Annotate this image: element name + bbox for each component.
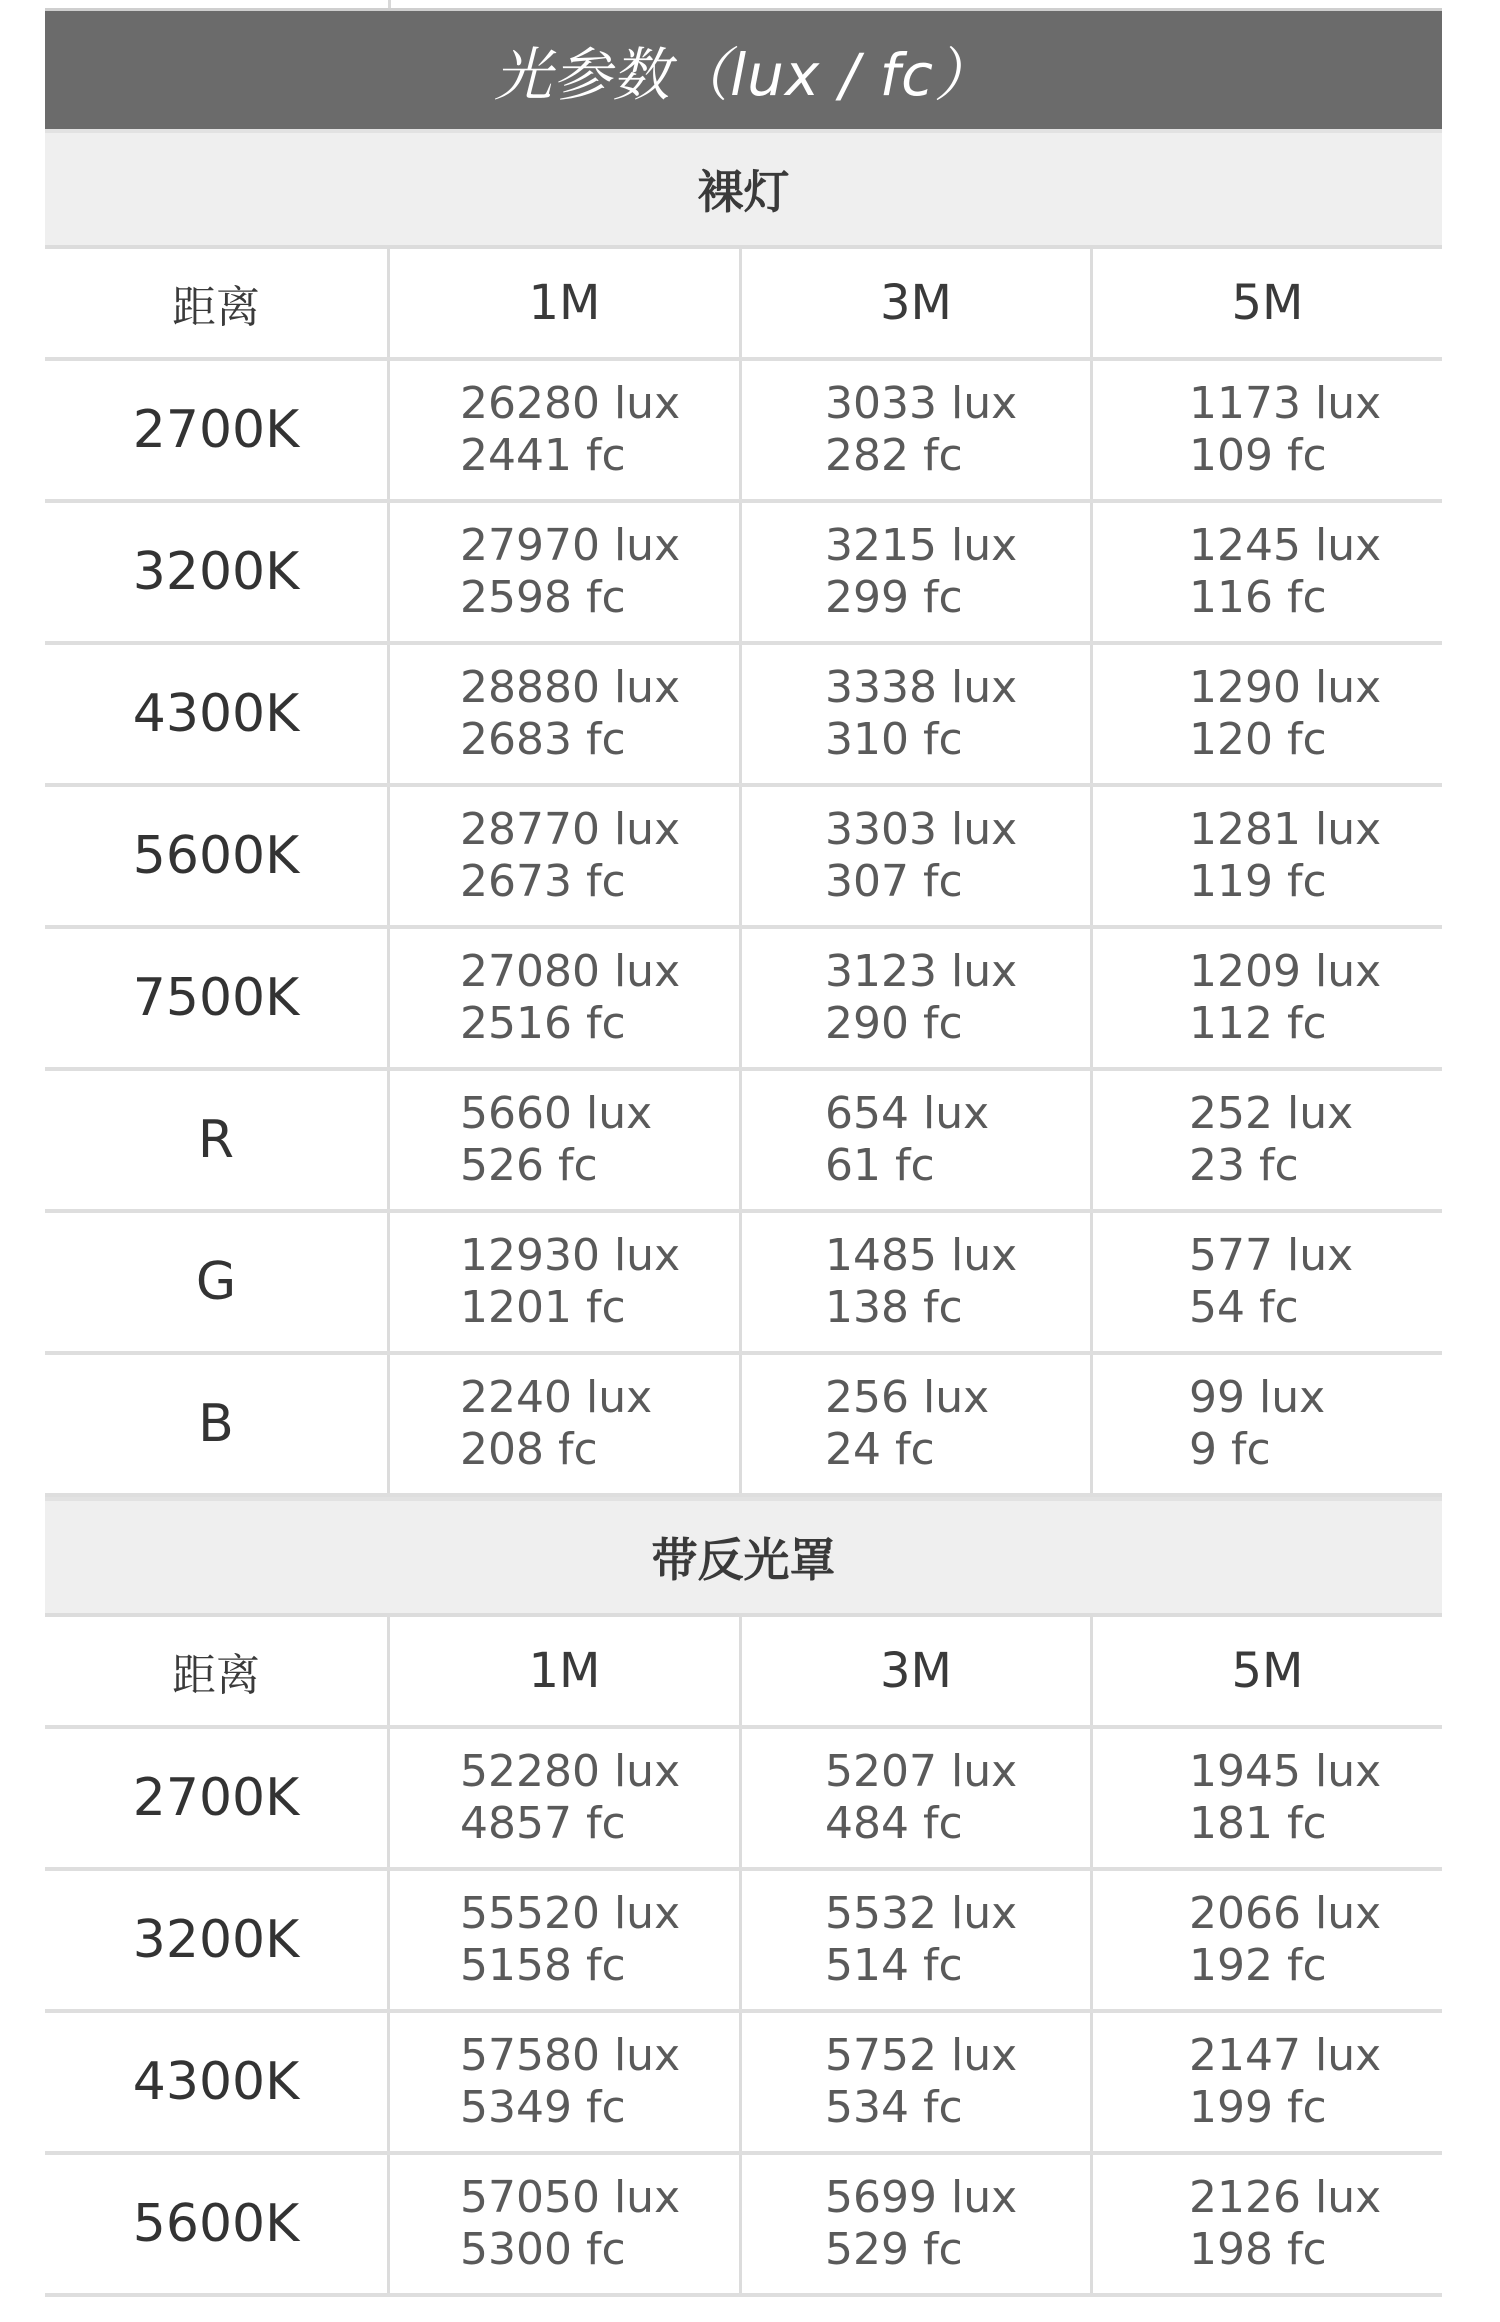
row-label: 3200K [45, 503, 390, 641]
lux-value: 2066 lux [1189, 1888, 1382, 1939]
lux-value: 27080 lux [460, 946, 681, 997]
value-cell [390, 929, 742, 1067]
distance-column-header: 3M [742, 249, 1093, 357]
value-cell [1093, 503, 1442, 641]
value-cell [390, 787, 742, 925]
lux-value: 3123 lux [825, 946, 1018, 997]
value-cell [742, 1213, 1093, 1351]
fc-value: 54 fc [1189, 1282, 1299, 1333]
value-cell [1093, 1871, 1442, 2009]
table-row [45, 1871, 1442, 2013]
lux-value: 3338 lux [825, 662, 1018, 713]
value-cell [390, 1871, 742, 2009]
lux-value: 577 lux [1189, 1230, 1354, 1281]
row-label: 5600K [45, 787, 390, 925]
fc-value: 9 fc [1189, 1424, 1271, 1475]
lux-value: 52280 lux [460, 1746, 681, 1797]
column-header-row [45, 1617, 1442, 1729]
lux-value: 1290 lux [1189, 662, 1382, 713]
value-cell [1093, 645, 1442, 783]
lux-value: 2126 lux [1189, 2172, 1382, 2223]
distance-column-header: 1M [390, 1617, 742, 1725]
value-cell [742, 2013, 1093, 2151]
lux-value: 5207 lux [825, 1746, 1018, 1797]
fc-value: 198 fc [1189, 2224, 1327, 2275]
fc-value: 181 fc [1189, 1798, 1327, 1849]
lux-value: 5752 lux [825, 2030, 1018, 2081]
value-cell [742, 1729, 1093, 1867]
row-label: R [45, 1071, 390, 1209]
distance-column-header: 3M [742, 1617, 1093, 1725]
table-row [45, 503, 1442, 645]
row-label: 2700K [45, 1729, 390, 1867]
fc-value: 529 fc [825, 2224, 963, 2275]
lux-value: 12930 lux [460, 1230, 681, 1281]
value-cell [1093, 1355, 1442, 1493]
lux-value: 2240 lux [460, 1372, 653, 1423]
fc-value: 290 fc [825, 998, 963, 1049]
row-label: 5600K [45, 2155, 390, 2293]
lux-value: 57050 lux [460, 2172, 681, 2223]
row-label: G [45, 1213, 390, 1351]
value-cell [1093, 361, 1442, 499]
value-cell [1093, 1213, 1442, 1351]
fc-value: 192 fc [1189, 1940, 1327, 1991]
row-label: B [45, 1355, 390, 1493]
lux-value: 1945 lux [1189, 1746, 1382, 1797]
fc-value: 112 fc [1189, 998, 1327, 1049]
fc-value: 4857 fc [460, 1798, 626, 1849]
lux-value: 252 lux [1189, 1088, 1354, 1139]
row-label: 2700K [45, 361, 390, 499]
fc-value: 514 fc [825, 1940, 963, 1991]
value-cell [742, 929, 1093, 1067]
lux-value: 1485 lux [825, 1230, 1018, 1281]
value-cell [1093, 1729, 1442, 1867]
fc-value: 282 fc [825, 430, 963, 481]
value-cell [742, 787, 1093, 925]
table-row [45, 1213, 1442, 1355]
value-cell [742, 1871, 1093, 2009]
value-cell [390, 503, 742, 641]
table-row [45, 1355, 1442, 1497]
table-row [45, 1729, 1442, 1871]
lux-value: 3303 lux [825, 804, 1018, 855]
fc-value: 23 fc [1189, 1140, 1299, 1191]
value-cell [742, 1071, 1093, 1209]
fc-value: 109 fc [1189, 430, 1327, 481]
section-header: 带反光罩 [45, 1497, 1442, 1617]
table-title: 光参数（lux / fc） [45, 8, 1442, 129]
table-top-edge [45, 0, 1442, 8]
lux-value: 27970 lux [460, 520, 681, 571]
lux-value: 654 lux [825, 1088, 990, 1139]
fc-value: 5158 fc [460, 1940, 626, 1991]
fc-value: 2516 fc [460, 998, 626, 1049]
fc-value: 1201 fc [460, 1282, 626, 1333]
fc-value: 199 fc [1189, 2082, 1327, 2133]
lux-value: 1281 lux [1189, 804, 1382, 855]
lux-value: 28880 lux [460, 662, 681, 713]
value-cell [1093, 1071, 1442, 1209]
table-row [45, 2155, 1442, 2297]
fc-value: 534 fc [825, 2082, 963, 2133]
fc-value: 2598 fc [460, 572, 626, 623]
table-row [45, 361, 1442, 503]
value-cell [390, 361, 742, 499]
lux-value: 1245 lux [1189, 520, 1382, 571]
fc-value: 61 fc [825, 1140, 935, 1191]
lux-value: 99 lux [1189, 1372, 1326, 1423]
value-cell [1093, 929, 1442, 1067]
value-cell [742, 645, 1093, 783]
fc-value: 310 fc [825, 714, 963, 765]
distance-header: 距离 [45, 249, 390, 357]
table-row [45, 787, 1442, 929]
distance-column-header: 5M [1231, 275, 1304, 331]
fc-value: 299 fc [825, 572, 963, 623]
distance-header: 距离 [45, 1617, 390, 1725]
lux-value: 55520 lux [460, 1888, 681, 1939]
fc-value: 5300 fc [460, 2224, 626, 2275]
row-label: 4300K [45, 2013, 390, 2151]
table-row [45, 929, 1442, 1071]
fc-value: 120 fc [1189, 714, 1327, 765]
fc-value: 119 fc [1189, 856, 1327, 907]
value-cell [390, 1355, 742, 1493]
fc-value: 24 fc [825, 1424, 935, 1475]
lux-value: 5660 lux [460, 1088, 653, 1139]
value-cell [390, 645, 742, 783]
lux-value: 28770 lux [460, 804, 681, 855]
value-cell [390, 1213, 742, 1351]
lux-value: 5699 lux [825, 2172, 1018, 2223]
section-header: 裸灯 [45, 129, 1442, 249]
value-cell [742, 503, 1093, 641]
fc-value: 2683 fc [460, 714, 626, 765]
value-cell [1093, 787, 1442, 925]
fc-value: 138 fc [825, 1282, 963, 1333]
lux-value: 26280 lux [460, 378, 681, 429]
fc-value: 116 fc [1189, 572, 1327, 623]
fc-value: 208 fc [460, 1424, 598, 1475]
value-cell [742, 2155, 1093, 2293]
fc-value: 526 fc [460, 1140, 598, 1191]
distance-column-header: 5M [1231, 1643, 1304, 1699]
row-label: 3200K [45, 1871, 390, 2009]
fc-value: 307 fc [825, 856, 963, 907]
distance-column-header: 1M [390, 249, 742, 357]
value-cell [390, 1071, 742, 1209]
row-label: 4300K [45, 645, 390, 783]
table-body [45, 129, 1442, 2297]
lux-value: 2147 lux [1189, 2030, 1382, 2081]
table-row [45, 2013, 1442, 2155]
lux-value: 57580 lux [460, 2030, 681, 2081]
table-row [45, 1071, 1442, 1213]
value-cell [742, 1355, 1093, 1493]
fc-value: 2673 fc [460, 856, 626, 907]
light-parameters-table [45, 0, 1442, 2297]
lux-value: 3215 lux [825, 520, 1018, 571]
fc-value: 5349 fc [460, 2082, 626, 2133]
fc-value: 484 fc [825, 1798, 963, 1849]
lux-value: 1173 lux [1189, 378, 1382, 429]
value-cell [390, 1729, 742, 1867]
value-cell [390, 2155, 742, 2293]
row-label: 7500K [45, 929, 390, 1067]
lux-value: 5532 lux [825, 1888, 1018, 1939]
value-cell [1093, 2155, 1442, 2293]
lux-value: 1209 lux [1189, 946, 1382, 997]
value-cell [390, 2013, 742, 2151]
value-cell [1093, 2013, 1442, 2151]
value-cell [742, 361, 1093, 499]
table-row [45, 645, 1442, 787]
fc-value: 2441 fc [460, 430, 626, 481]
lux-value: 3033 lux [825, 378, 1018, 429]
lux-value: 256 lux [825, 1372, 990, 1423]
column-header-row [45, 249, 1442, 361]
